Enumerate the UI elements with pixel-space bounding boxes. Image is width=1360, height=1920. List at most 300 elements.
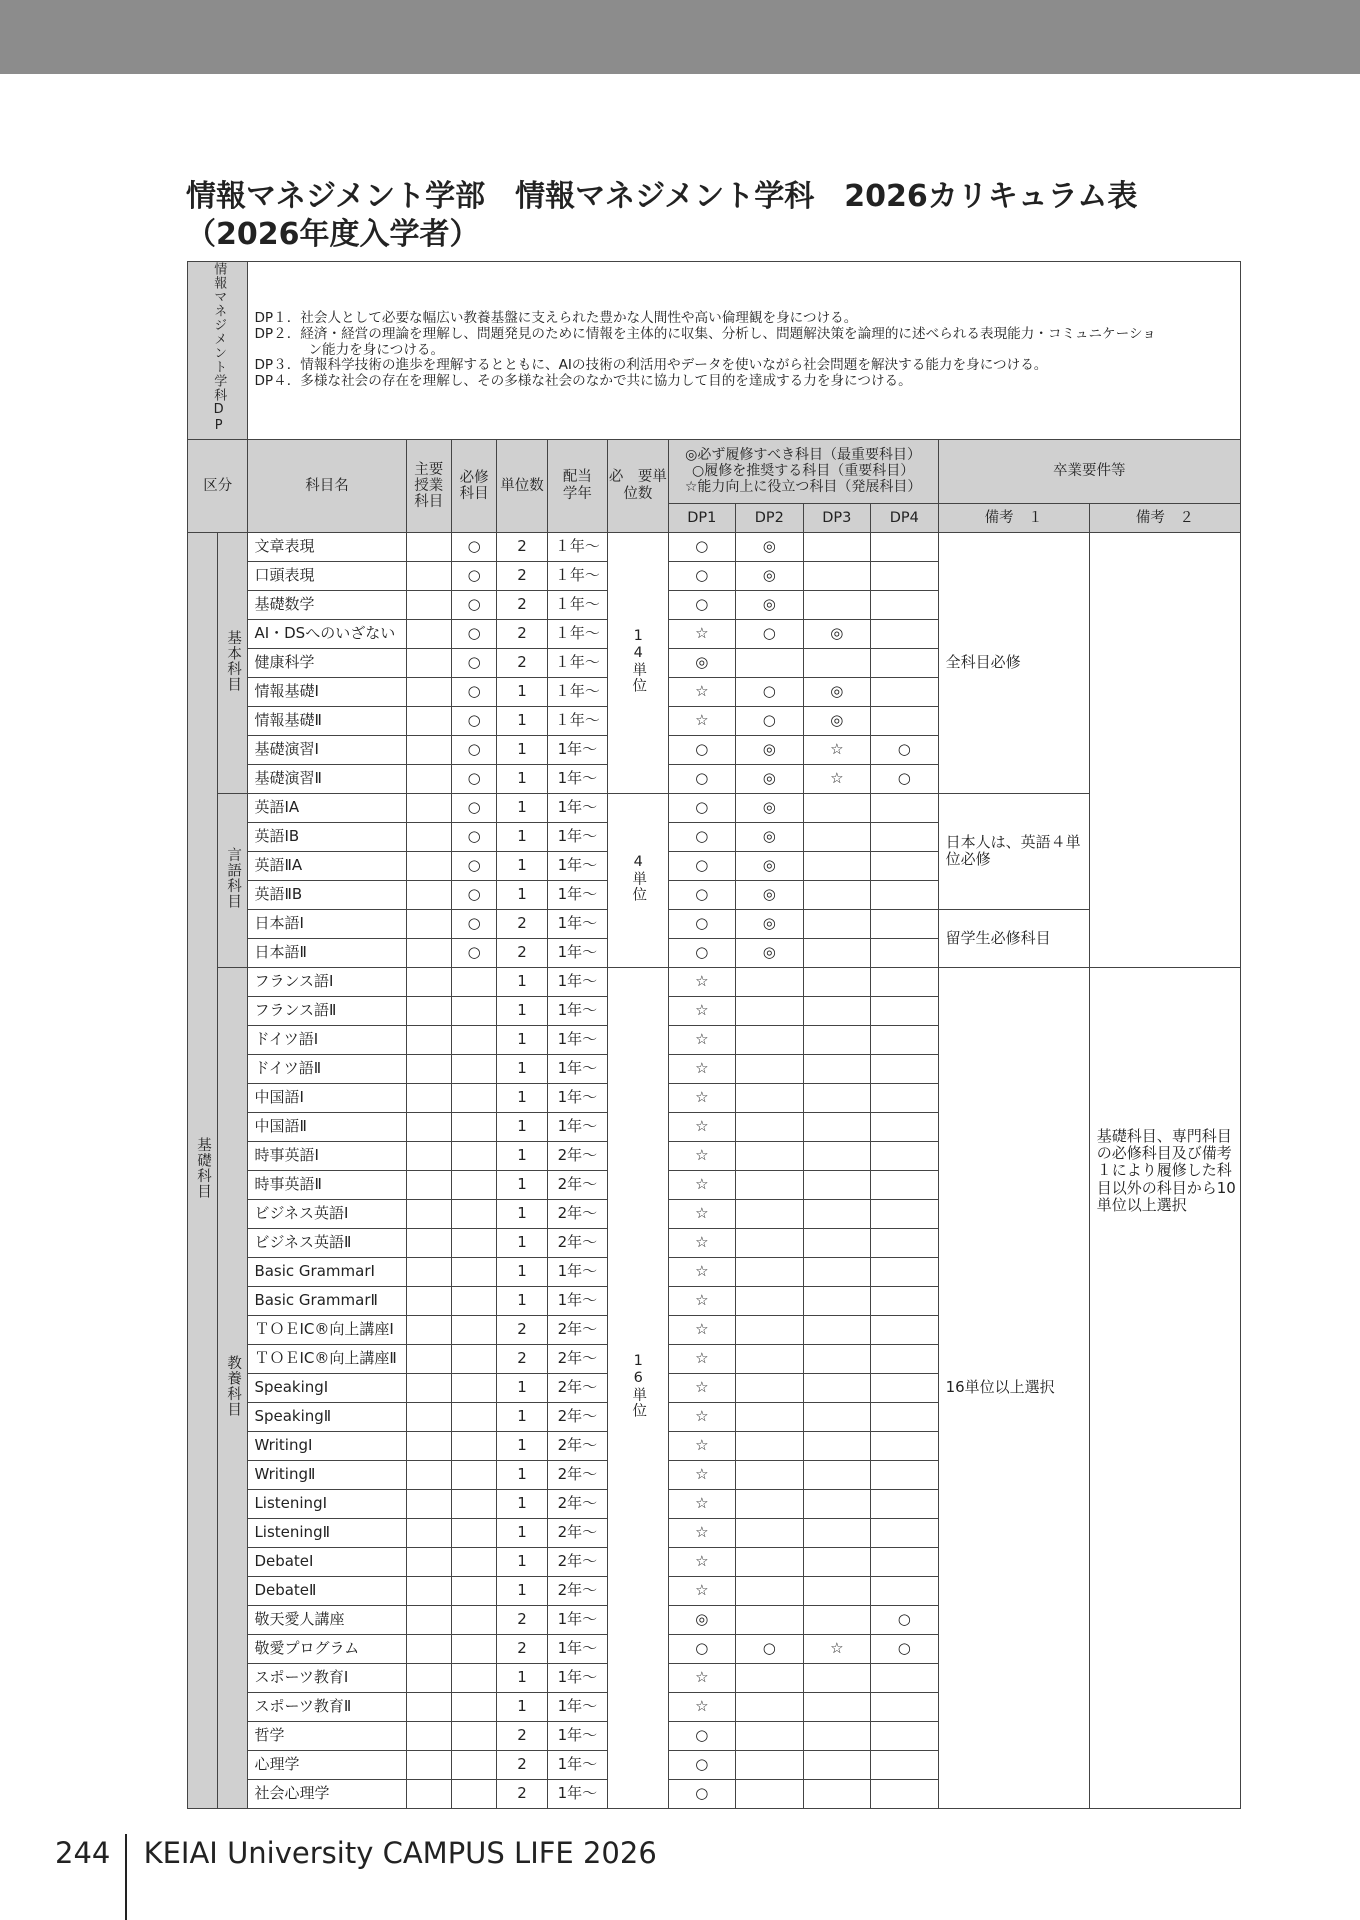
credits-cell: 1 [497, 1025, 547, 1054]
header-year-text: 配当学年 [562, 468, 592, 502]
year-cell: 2年～ [547, 1460, 607, 1489]
major-cell [406, 619, 451, 648]
header-dp1: DP1 [668, 503, 736, 532]
dp1-mark: ☆ [668, 1431, 736, 1460]
dp1-mark: ☆ [668, 1460, 736, 1489]
subject-name: 英語ⅡA [248, 851, 406, 880]
dp4-mark [871, 909, 939, 938]
dp4-mark: ○ [871, 1605, 939, 1634]
required-mark [451, 1518, 496, 1547]
dp4-mark [871, 1547, 939, 1576]
major-cell [406, 1750, 451, 1779]
header-note1: 備考 １ [938, 503, 1089, 532]
dp2-mark: ◎ [736, 793, 804, 822]
dp3-mark [803, 1315, 871, 1344]
dp4-mark: ○ [871, 735, 939, 764]
major-cell [406, 764, 451, 793]
dp3-mark [803, 1489, 871, 1518]
dp2-mark [736, 1257, 804, 1286]
subject-name: ドイツ語Ⅰ [248, 1025, 406, 1054]
footer-divider [125, 1834, 127, 1920]
dp1-mark: ☆ [668, 619, 736, 648]
dp4-mark [871, 1170, 939, 1199]
major-cell [406, 1634, 451, 1663]
header-note2: 備考 ２ [1089, 503, 1240, 532]
dp4-mark [871, 1112, 939, 1141]
dp4-mark [871, 1692, 939, 1721]
year-cell: 1年～ [547, 1750, 607, 1779]
major-cell [406, 996, 451, 1025]
header-dp2: DP2 [736, 503, 804, 532]
dp3-mark [803, 1025, 871, 1054]
header-legend [668, 439, 938, 503]
dp-line-4: DP４．多様な社会の存在を理解し、その多様な社会のなかで共に協力して目的を達成する力を身につける。 [254, 372, 912, 389]
dp-row [188, 262, 1241, 440]
required-mark [451, 1083, 496, 1112]
required-mark [451, 967, 496, 996]
dp2-mark [736, 1576, 804, 1605]
dp2-mark [736, 1460, 804, 1489]
category-outer-label: 基礎科目 [194, 1137, 211, 1200]
dp1-mark: ☆ [668, 1228, 736, 1257]
major-cell [406, 1025, 451, 1054]
subject-name: 時事英語Ⅱ [248, 1170, 406, 1199]
dp1-mark: ☆ [668, 1576, 736, 1605]
year-cell: 1年～ [547, 764, 607, 793]
dp1-mark: ☆ [668, 1257, 736, 1286]
year-cell: 1年～ [547, 1083, 607, 1112]
dp2-mark [736, 1605, 804, 1634]
dp4-mark [871, 1228, 939, 1257]
credits-cell: 2 [497, 1779, 547, 1808]
dp2-mark [736, 1141, 804, 1170]
dp1-mark: ☆ [668, 967, 736, 996]
year-cell: 2年～ [547, 1170, 607, 1199]
note1-kihon: 全科目必修 [938, 532, 1089, 793]
note2-overall: 基礎科目、専門科目の必修科目及び備考１により履修した科目以外の科目から10単位以上選択 [1096, 1126, 1236, 1214]
dp2-mark [736, 1286, 804, 1315]
subject-name: 健康科学 [248, 648, 406, 677]
dp2-mark [736, 1402, 804, 1431]
dp1-mark: ○ [668, 764, 736, 793]
note1-japanese: 留学生必修科目 [938, 909, 1089, 967]
note2-overall-cell [1089, 967, 1240, 1808]
major-cell [406, 1257, 451, 1286]
year-cell: 2年～ [547, 1141, 607, 1170]
dp-line-3: DP３．情報科学技術の進歩を理解するとともに、AIの技術の利活用やデータを使いながら社会問題を解決する能力を身につける。 [254, 357, 1048, 374]
credits-cell: 2 [497, 1605, 547, 1634]
dp1-mark: ☆ [668, 1692, 736, 1721]
dp4-mark [871, 677, 939, 706]
dp3-mark: ◎ [803, 677, 871, 706]
dp4-mark [871, 1199, 939, 1228]
required-mark: ○ [451, 561, 496, 590]
dp3-mark [803, 996, 871, 1025]
major-cell [406, 1315, 451, 1344]
legend-line-2: ○履修を推奨する科目（重要科目） [691, 463, 915, 480]
credits-cell: 1 [497, 793, 547, 822]
header-grad: 卒業要件等 [938, 439, 1240, 503]
credits-cell: 1 [497, 1489, 547, 1518]
major-cell [406, 590, 451, 619]
credits-cell: 1 [497, 1112, 547, 1141]
credits-cell: 1 [497, 1547, 547, 1576]
credits-cell: 2 [497, 561, 547, 590]
subject-name: SpeakingⅡ [248, 1402, 406, 1431]
dp-label: 情報マネジメント学科DP [211, 262, 227, 434]
required-mark: ○ [451, 619, 496, 648]
required-mark [451, 1315, 496, 1344]
dp3-mark [803, 1402, 871, 1431]
credits-cell: 2 [497, 1634, 547, 1663]
year-cell: 2年～ [547, 1373, 607, 1402]
subject-name: ＴＯＥIC®向上講座Ⅱ [248, 1344, 406, 1373]
required-credits-kihon-text: 14単位 [630, 628, 647, 694]
credits-cell: 2 [497, 648, 547, 677]
dp3-mark [803, 1257, 871, 1286]
dp3-mark [803, 1750, 871, 1779]
required-mark: ○ [451, 532, 496, 561]
subject-name: ＴＯＥIC®向上講座Ⅰ [248, 1315, 406, 1344]
dp4-mark [871, 1750, 939, 1779]
credits-cell: 2 [497, 1344, 547, 1373]
dp3-mark: ☆ [803, 1634, 871, 1663]
dp1-mark: ◎ [668, 1605, 736, 1634]
dp4-mark [871, 996, 939, 1025]
subject-name: DebateⅡ [248, 1576, 406, 1605]
dp1-mark: ☆ [668, 1402, 736, 1431]
year-cell: 1年～ [547, 735, 607, 764]
dp2-mark [736, 1547, 804, 1576]
year-cell: 2年～ [547, 1431, 607, 1460]
major-cell [406, 822, 451, 851]
credits-cell: 2 [497, 1315, 547, 1344]
credits-cell: 1 [497, 1199, 547, 1228]
dp2-mark [736, 1199, 804, 1228]
year-cell: 1年～ [547, 1112, 607, 1141]
dp2-mark [736, 1228, 804, 1257]
header-year [547, 439, 607, 532]
required-mark: ○ [451, 764, 496, 793]
dp2-mark [736, 996, 804, 1025]
legend-line-3: ☆能力向上に役立つ科目（発展科目） [684, 479, 922, 496]
credits-cell: 2 [497, 909, 547, 938]
header-need-text: 必 要単位数 [608, 468, 667, 502]
dp3-mark [803, 1054, 871, 1083]
year-cell: 2年～ [547, 1547, 607, 1576]
required-mark [451, 1605, 496, 1634]
credits-cell: 1 [497, 1692, 547, 1721]
dp1-mark: ☆ [668, 1518, 736, 1547]
header-dp4: DP4 [871, 503, 939, 532]
credits-cell: 1 [497, 1663, 547, 1692]
category-kyoyo [218, 967, 248, 1808]
required-mark: ○ [451, 793, 496, 822]
subject-name: 敬天愛人講座 [248, 1605, 406, 1634]
year-cell: 1年～ [547, 1721, 607, 1750]
subject-name: 情報基礎Ⅱ [248, 706, 406, 735]
header-major [406, 439, 451, 532]
footer-brand: KEIAI University CAMPUS LIFE 2026 [143, 1836, 657, 1870]
dp1-mark: ☆ [668, 996, 736, 1025]
required-mark [451, 1431, 496, 1460]
note2-empty [1089, 532, 1240, 967]
dp4-mark [871, 1315, 939, 1344]
dp1-mark: ☆ [668, 706, 736, 735]
dp1-mark: ○ [668, 851, 736, 880]
dp1-mark: ○ [668, 561, 736, 590]
subject-name: フランス語Ⅱ [248, 996, 406, 1025]
dp2-mark [736, 1489, 804, 1518]
header-required [451, 439, 496, 532]
dp3-mark [803, 1112, 871, 1141]
credits-cell: 1 [497, 1083, 547, 1112]
major-cell [406, 1721, 451, 1750]
major-cell [406, 561, 451, 590]
subject-name: 英語ⅠB [248, 822, 406, 851]
header-credits: 単位数 [497, 439, 547, 532]
dp1-mark: ☆ [668, 1170, 736, 1199]
dp1-mark: ☆ [668, 1286, 736, 1315]
subject-name: ドイツ語Ⅱ [248, 1054, 406, 1083]
dp3-mark [803, 1228, 871, 1257]
dp2-mark [736, 967, 804, 996]
dp2-mark: ◎ [736, 561, 804, 590]
dp4-mark [871, 1083, 939, 1112]
subject-name: 哲学 [248, 1721, 406, 1750]
dp3-mark [803, 967, 871, 996]
required-mark [451, 1489, 496, 1518]
required-mark [451, 1402, 496, 1431]
dp2-mark [736, 1692, 804, 1721]
dp2-mark [736, 1721, 804, 1750]
dp3-mark [803, 938, 871, 967]
required-mark [451, 1692, 496, 1721]
dp3-mark [803, 909, 871, 938]
major-cell [406, 1228, 451, 1257]
dp-line-2-cont: ン能力を身につける。 [308, 341, 445, 358]
dp3-mark [803, 1518, 871, 1547]
header-dp3: DP3 [803, 503, 871, 532]
dp3-mark: ◎ [803, 619, 871, 648]
major-cell [406, 1431, 451, 1460]
dp4-mark [871, 1576, 939, 1605]
major-cell [406, 938, 451, 967]
dp3-mark [803, 1721, 871, 1750]
year-cell: 2年～ [547, 1344, 607, 1373]
required-mark [451, 1576, 496, 1605]
year-cell: 2年～ [547, 1228, 607, 1257]
year-cell: 1年～ [547, 1054, 607, 1083]
major-cell [406, 909, 451, 938]
credits-cell: 2 [497, 590, 547, 619]
footer [55, 1834, 657, 1874]
dp3-mark [803, 532, 871, 561]
credits-cell: 1 [497, 996, 547, 1025]
dp-line-2: DP２．経済・経営の理論を理解し、問題発見のために情報を主体的に収集、分析し、問題解決策を論理的に述べられる表現能力・コミュニケーショ [254, 326, 1156, 343]
dp2-mark: ◎ [736, 851, 804, 880]
dp3-mark [803, 1692, 871, 1721]
dp2-mark [736, 1750, 804, 1779]
dp3-mark [803, 880, 871, 909]
dp4-mark [871, 1025, 939, 1054]
dp3-mark [803, 851, 871, 880]
credits-cell: 1 [497, 851, 547, 880]
required-mark [451, 1257, 496, 1286]
dp4-mark [871, 619, 939, 648]
subject-name: 心理学 [248, 1750, 406, 1779]
credits-cell: 1 [497, 880, 547, 909]
dp4-mark [871, 1054, 939, 1083]
major-cell [406, 648, 451, 677]
required-credits-kyoyo-text: 16単位 [630, 1353, 647, 1419]
dp4-mark [871, 1721, 939, 1750]
dp4-mark [871, 706, 939, 735]
required-mark [451, 1170, 496, 1199]
year-cell: 1年～ [547, 1286, 607, 1315]
year-cell: 1年～ [547, 1779, 607, 1808]
year-cell: 1年～ [547, 793, 607, 822]
dp4-mark [871, 967, 939, 996]
year-cell: 2年～ [547, 1199, 607, 1228]
subject-name: 英語ⅠA [248, 793, 406, 822]
header-row-1 [188, 439, 1241, 503]
dp-text-cell [248, 262, 1241, 440]
year-cell: 2年～ [547, 1402, 607, 1431]
required-mark [451, 1547, 496, 1576]
required-mark [451, 1779, 496, 1808]
credits-cell: 1 [497, 1141, 547, 1170]
major-cell [406, 1112, 451, 1141]
credits-cell: 1 [497, 1054, 547, 1083]
year-cell: 1年～ [547, 1692, 607, 1721]
year-cell: １年～ [547, 706, 607, 735]
required-mark: ○ [451, 735, 496, 764]
dp2-mark [736, 1054, 804, 1083]
credits-cell: 1 [497, 1576, 547, 1605]
subject-name: ビジネス英語Ⅰ [248, 1199, 406, 1228]
dp2-mark [736, 1112, 804, 1141]
year-cell: 2年～ [547, 1576, 607, 1605]
required-mark [451, 1460, 496, 1489]
required-mark: ○ [451, 851, 496, 880]
major-cell [406, 1518, 451, 1547]
dp2-mark: ◎ [736, 938, 804, 967]
major-cell [406, 1373, 451, 1402]
top-band [0, 0, 1360, 74]
subject-name: 情報基礎Ⅰ [248, 677, 406, 706]
major-cell [406, 1054, 451, 1083]
dp-line-1: DP１．社会人として必要な幅広い教養基盤に支えられた豊かな人間性や高い倫理観を身につける。 [254, 310, 858, 327]
subject-name: 中国語Ⅰ [248, 1083, 406, 1112]
dp2-mark: ◎ [736, 590, 804, 619]
dp3-mark [803, 648, 871, 677]
dp4-mark [871, 793, 939, 822]
dp1-mark: ☆ [668, 1489, 736, 1518]
required-mark: ○ [451, 706, 496, 735]
dp2-mark [736, 1315, 804, 1344]
curriculum-table [187, 261, 1241, 1809]
major-cell [406, 706, 451, 735]
dp3-mark [803, 1199, 871, 1228]
year-cell: 2年～ [547, 1315, 607, 1344]
dp4-mark [871, 880, 939, 909]
dp3-mark [803, 1663, 871, 1692]
header-required-text: 必修科目 [459, 469, 489, 502]
subject-name: 日本語Ⅱ [248, 938, 406, 967]
required-mark [451, 1344, 496, 1373]
major-cell [406, 1576, 451, 1605]
year-cell: 1年～ [547, 938, 607, 967]
major-cell [406, 793, 451, 822]
major-cell [406, 677, 451, 706]
year-cell: 1年～ [547, 909, 607, 938]
required-mark [451, 1286, 496, 1315]
major-cell [406, 851, 451, 880]
dp4-mark [871, 1373, 939, 1402]
legend-line-1: ◎必ず履修すべき科目（最重要科目） [685, 447, 922, 464]
credits-cell: 1 [497, 735, 547, 764]
required-credits-gengo-text: 4単位 [630, 854, 647, 903]
subject-name: DebateⅠ [248, 1547, 406, 1576]
year-cell: １年～ [547, 532, 607, 561]
year-cell: １年～ [547, 648, 607, 677]
dp4-mark [871, 590, 939, 619]
dp1-mark: ○ [668, 1634, 736, 1663]
dp3-mark: ◎ [803, 706, 871, 735]
subject-name: 基礎数学 [248, 590, 406, 619]
subject-name: WritingⅠ [248, 1431, 406, 1460]
dp1-mark: ○ [668, 1721, 736, 1750]
dp4-mark [871, 1663, 939, 1692]
dp1-mark: ☆ [668, 1547, 736, 1576]
dp4-mark [871, 648, 939, 677]
required-mark [451, 1228, 496, 1257]
dp3-mark [803, 1344, 871, 1373]
category-outer [188, 532, 218, 1808]
required-credits-kyoyo [608, 967, 668, 1808]
dp2-mark [736, 1344, 804, 1373]
major-cell [406, 1547, 451, 1576]
subject-name: 敬愛プログラム [248, 1634, 406, 1663]
dp1-mark: ○ [668, 822, 736, 851]
year-cell: 2年～ [547, 1518, 607, 1547]
required-mark: ○ [451, 677, 496, 706]
year-cell: 1年～ [547, 967, 607, 996]
dp1-mark: ☆ [668, 677, 736, 706]
credits-cell: 1 [497, 1518, 547, 1547]
dp4-mark [871, 1286, 939, 1315]
dp3-mark [803, 793, 871, 822]
dp2-mark [736, 1373, 804, 1402]
required-mark: ○ [451, 938, 496, 967]
credits-cell: 1 [497, 1431, 547, 1460]
subject-name: Basic GrammarⅠ [248, 1257, 406, 1286]
header-need [608, 439, 668, 532]
major-cell [406, 1489, 451, 1518]
subject-name: SpeakingⅠ [248, 1373, 406, 1402]
subject-name: スポーツ教育Ⅱ [248, 1692, 406, 1721]
dp1-mark: ☆ [668, 1344, 736, 1373]
required-mark [451, 1199, 496, 1228]
dp4-mark [871, 1257, 939, 1286]
dp3-mark [803, 1605, 871, 1634]
dp1-mark: ○ [668, 938, 736, 967]
credits-cell: 1 [497, 1373, 547, 1402]
credits-cell: 1 [497, 1228, 547, 1257]
credits-cell: 1 [497, 1170, 547, 1199]
dp2-mark: ○ [736, 706, 804, 735]
